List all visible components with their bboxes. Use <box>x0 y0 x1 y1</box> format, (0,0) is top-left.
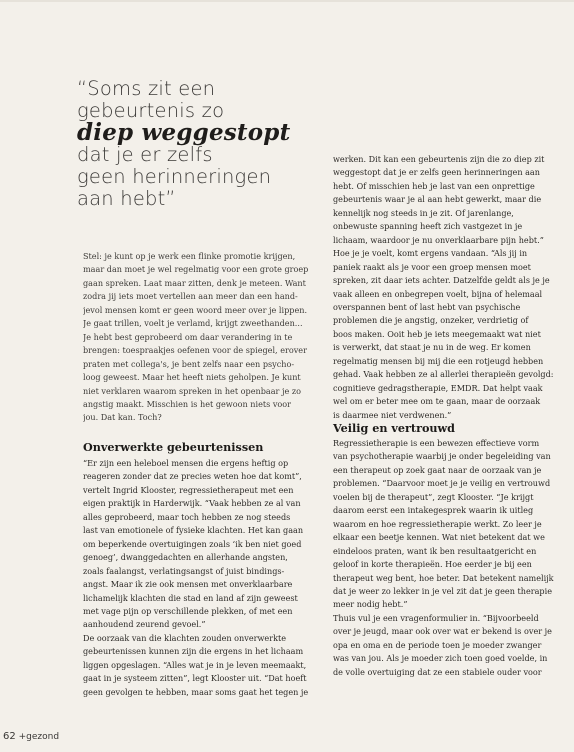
pull-quote-line: aan hebt” <box>77 187 176 210</box>
text-line: vaak alleen en onbegrepen voelt, bijna of helemaal <box>333 288 543 299</box>
text-line: Je gaat trillen, voelt je verlamd, krijgt zweethanden... <box>83 318 303 329</box>
text-line: maar dan moet je wel regelmatig voor een grote groep <box>83 264 309 275</box>
text-line: reageren zonder dat ze precies weten hoe dat komt”, <box>83 471 302 482</box>
text-line: een therapeut op zoek gaat naar de oorzaak van je <box>333 464 542 475</box>
text-line: zodra jij iets moet vertellen aan meer dan een hand- <box>83 291 298 302</box>
column-1-body <box>83 457 311 699</box>
text-line: eindeloos praten, want ik ben resultaatgericht en <box>333 545 537 556</box>
text-line: overspannen bent of last hebt van psychische <box>333 301 521 312</box>
section-heading-veilig: Veilig en vertrouwd <box>333 421 456 435</box>
text-line: gaat in je systeem zitten”, legt Klooster uit. “Dat hoeft <box>83 673 307 684</box>
text-line: vertelt Ingrid Klooster, regressietherapeut met een <box>83 484 294 495</box>
text-line: opa en oma en de periode toen je moeder zwanger <box>333 639 542 650</box>
text-line: spreken, zit daar iets achter. Datzelfde geldt als je je <box>333 275 550 286</box>
text-line: Thuis vul je een vragenformulier in. “Bijvoorbeeld <box>333 612 539 623</box>
text-line: meer nodig hebt.” <box>333 599 408 610</box>
text-line: angst. Maar ik zie ook mensen met onverklaarbare <box>83 579 293 590</box>
text-line: wel om er beter mee om te gaan, maar de oorzaak <box>333 396 541 407</box>
text-line: werken. Dit kan een gebeurtenis zijn die zo diep zit <box>333 154 545 164</box>
text-line: over je jeugd, maar ook over wat er bekend is over je <box>333 626 552 637</box>
text-line: De oorzaak van die klachten zouden onverwerkte <box>83 632 287 643</box>
text-line: paniek raakt als je voor een groep mensen moet <box>333 261 531 272</box>
text-line: lichaam, waardoor je nu onverklaarbare pijn hebt.” <box>333 234 544 245</box>
text-line: gebeurtenissen kunnen zijn die ergens in het lichaam <box>83 646 304 657</box>
pull-quote <box>77 78 327 210</box>
text-line: is verwerkt, dat staat je nu in de weg. Er komen <box>333 342 531 353</box>
text-line: om beperkende overtuigingen zoals ‘ik ben niet goed <box>83 538 302 549</box>
text-line: waarom en hoe regressietherapie werkt. Zo leer je <box>333 518 542 529</box>
text-line: Hoe je je voelt, komt ergens vandaan. “Als jij in <box>333 248 528 259</box>
text-line: liggen opgeslagen. “Alles wat je in je leven meemaakt, <box>83 659 307 670</box>
text-line: de volle overtuiging dat ze een stabiele ouder voor <box>333 666 542 677</box>
text-line: voelen bij de therapeut”, zegt Klooster. “Je krijgt <box>333 491 534 502</box>
text-line: kennelijk nog steeds in je zit. Of jarenlange, <box>333 207 514 218</box>
text-line: Stel: je kunt op je werk een flinke promotie krijgen, <box>83 251 296 261</box>
column-2-body <box>333 437 567 679</box>
text-line: gaan spreken. Laat maar zitten, denk je meteen. Want <box>83 277 306 288</box>
text-line: genoeg’, dwanggedachten en allerhande angsten, <box>83 552 288 563</box>
magazine-name: +gezond <box>18 732 60 742</box>
pull-quote-line: dat je er zelfs <box>77 143 213 166</box>
text-line: therapeut weg bent, hoe beter. Dat betekent namelijk <box>333 572 554 583</box>
text-line: alles geprobeerd, maar toch hebben ze nog steeds <box>83 511 291 522</box>
text-line: jou. Dat kan. Toch? <box>83 412 162 423</box>
pull-quote-line: geen herinneringen <box>77 165 272 188</box>
column-1-intro <box>83 250 311 425</box>
text-line: last van emotionele of fysieke klachten. Het kan gaan <box>83 525 304 536</box>
text-line: problemen. “Daarvoor moet je je veilig en vertrouwd <box>333 478 551 489</box>
text-line: weggestopt dat je er zelfs geen herinneringen aan <box>333 167 540 178</box>
text-line: hebt. Of misschien heb je last van een onprettige <box>333 180 535 191</box>
text-line: aanhoudend zeurend gevoel.” <box>83 619 206 630</box>
text-line: angstig maakt. Misschien is het gewoon niets voor <box>83 398 292 409</box>
text-line: van psychotherapie waarbij je onder begeleiding van <box>333 451 551 462</box>
text-line: geloof in korte therapieën. Hoe eerder je bij een <box>333 559 532 570</box>
pull-quote-line: gebeurtenis zo <box>77 99 225 122</box>
text-line: eigen praktijk in Harderwijk. “Vaak hebben ze al van <box>83 498 301 509</box>
text-line: dat je weer zo lekker in je vel zit dat je geen therapie <box>333 585 552 596</box>
text-line: zoals faalangst, verlatingsangst of juist bindings- <box>83 565 285 576</box>
text-line: regelmatig mensen bij mij die een rotjeugd hebben <box>333 355 544 366</box>
text-line: met vage pijn op verschillende plekken, of met een <box>83 605 293 616</box>
text-line: niet verklaren waarom spreken in het openbaar je zo <box>83 385 301 396</box>
text-line: boos maken. Ooit heb je iets meegemaakt wat niet <box>333 328 541 339</box>
column-2-top <box>333 153 567 422</box>
text-line: geen gevolgen te hebben, maar soms gaat het tegen je <box>83 686 309 697</box>
section-heading-onverwerkte: Onverwerkte gebeurtenissen <box>83 440 264 454</box>
text-line: praten met collega's, je bent zelfs naar een psycho- <box>83 358 295 369</box>
text-line: brengen: toespraakjes oefenen voor de spiegel, erover <box>83 345 307 356</box>
pull-quote-emphasis: diep weggestopt <box>77 119 291 146</box>
text-line: is daarmee niet verdwenen.” <box>333 409 452 420</box>
text-line: “Er zijn een heleboel mensen die ergens heftig op <box>83 458 289 468</box>
page-footer <box>3 731 59 742</box>
page-number: 62 <box>3 731 16 742</box>
text-line: was van jou. Als je moeder zich toen goed voelde, in <box>333 653 548 664</box>
text-line: jevol mensen komt er geen woord meer over je lippen. <box>83 304 308 315</box>
text-line: gehad. Vaak hebben ze al allerlei therapieën gevolgd: <box>333 369 554 380</box>
pull-quote-line: “Soms zit een <box>77 77 216 100</box>
text-line: Regressietherapie is een bewezen effectieve vorm <box>333 438 540 448</box>
text-line: problemen die je angstig, onzeker, verdrietig of <box>333 315 529 326</box>
text-line: loog geweest. Maar het heeft niets geholpen. Je kunt <box>83 372 301 383</box>
text-line: lichamelijk klachten die stad en land af zijn geweest <box>83 592 298 603</box>
text-line: Je hebt best geprobeerd om daar verandering in te <box>83 331 293 342</box>
text-line: gebeurtenis waar je al aan hebt gewerkt, maar die <box>333 194 542 205</box>
text-line: onbewuste spanning heeft zich vastgezet in je <box>333 221 523 232</box>
text-line: daarom eerst een intakegesprek waarin ik uitleg <box>333 505 534 516</box>
text-line: cognitieve gedragstherapie, EMDR. Dat helpt vaak <box>333 382 543 393</box>
page-top-edge <box>0 0 574 2</box>
text-line: elkaar een beetje kennen. Wat niet betekent dat we <box>333 532 545 543</box>
